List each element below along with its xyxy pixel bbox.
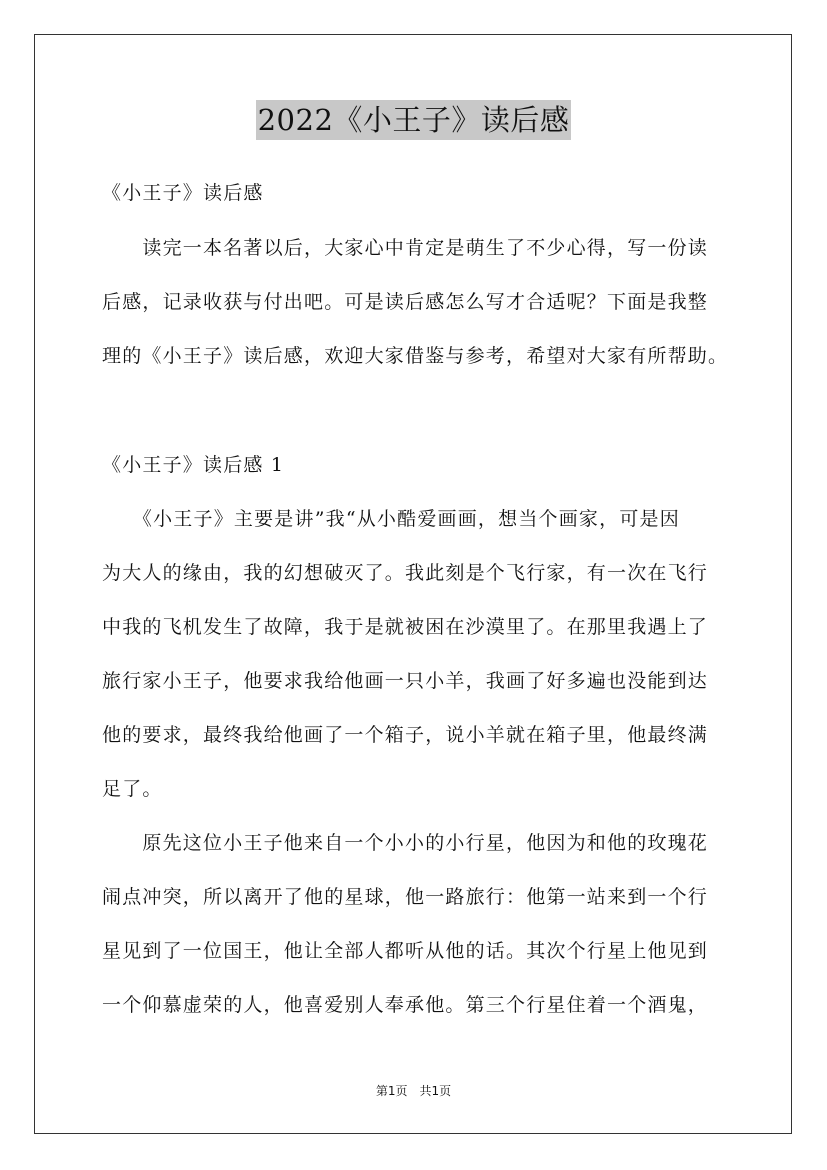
paragraph-line: 读完一本名著以后，大家心中肯定是萌生了不少心得，写一份读 <box>102 237 709 259</box>
paragraph-line: 理的《小王子》读后感，欢迎大家借鉴与参考，希望对大家有所帮助。 <box>102 345 729 367</box>
paragraph-line: 一个仰慕虚荣的人，他喜爱别人奉承他。第三个行星住着一个酒鬼， <box>102 994 709 1016</box>
document-title: 2022《小王子》读后感 <box>256 100 572 140</box>
title-container <box>0 100 827 140</box>
paragraph-line: 为大人的缘由，我的幻想破灭了。我此刻是个飞行家，有一次在飞行 <box>102 562 709 584</box>
page-footer: 第1页 共1页 <box>375 1084 452 1098</box>
paragraph-line: 后感，记录收获与付出吧。可是读后感怎么写才合适呢？下面是我整 <box>102 291 709 313</box>
paragraph-line: 中我的飞机发生了故障，我于是就被困在沙漠里了。在那里我遇上了 <box>102 616 709 638</box>
paragraph-line: 闹点冲突，所以离开了他的星球，他一路旅行：他第一站来到一个行 <box>102 886 709 908</box>
paragraph-line: 《小王子》主要是讲”我“从小酷爱画画，想当个画家，可是因 <box>102 508 680 530</box>
paragraph-line: 旅行家小王子，他要求我给他画一只小羊，我画了好多遍也没能到达 <box>102 670 709 692</box>
section-heading: 《小王子》读后感 1 <box>102 454 285 476</box>
paragraph-line: 他的要求，最终我给他画了一个箱子，说小羊就在箱子里，他最终满 <box>102 724 709 746</box>
paragraph-line: 星见到了一位国王，他让全部人都听从他的话。其次个行星上他见到 <box>102 940 709 962</box>
paragraph-line: 原先这位小王子他来自一个小小的小行星，他因为和他的玫瑰花 <box>102 832 709 854</box>
subtitle: 《小王子》读后感 <box>102 182 264 204</box>
paragraph-line: 足了。 <box>102 778 163 800</box>
